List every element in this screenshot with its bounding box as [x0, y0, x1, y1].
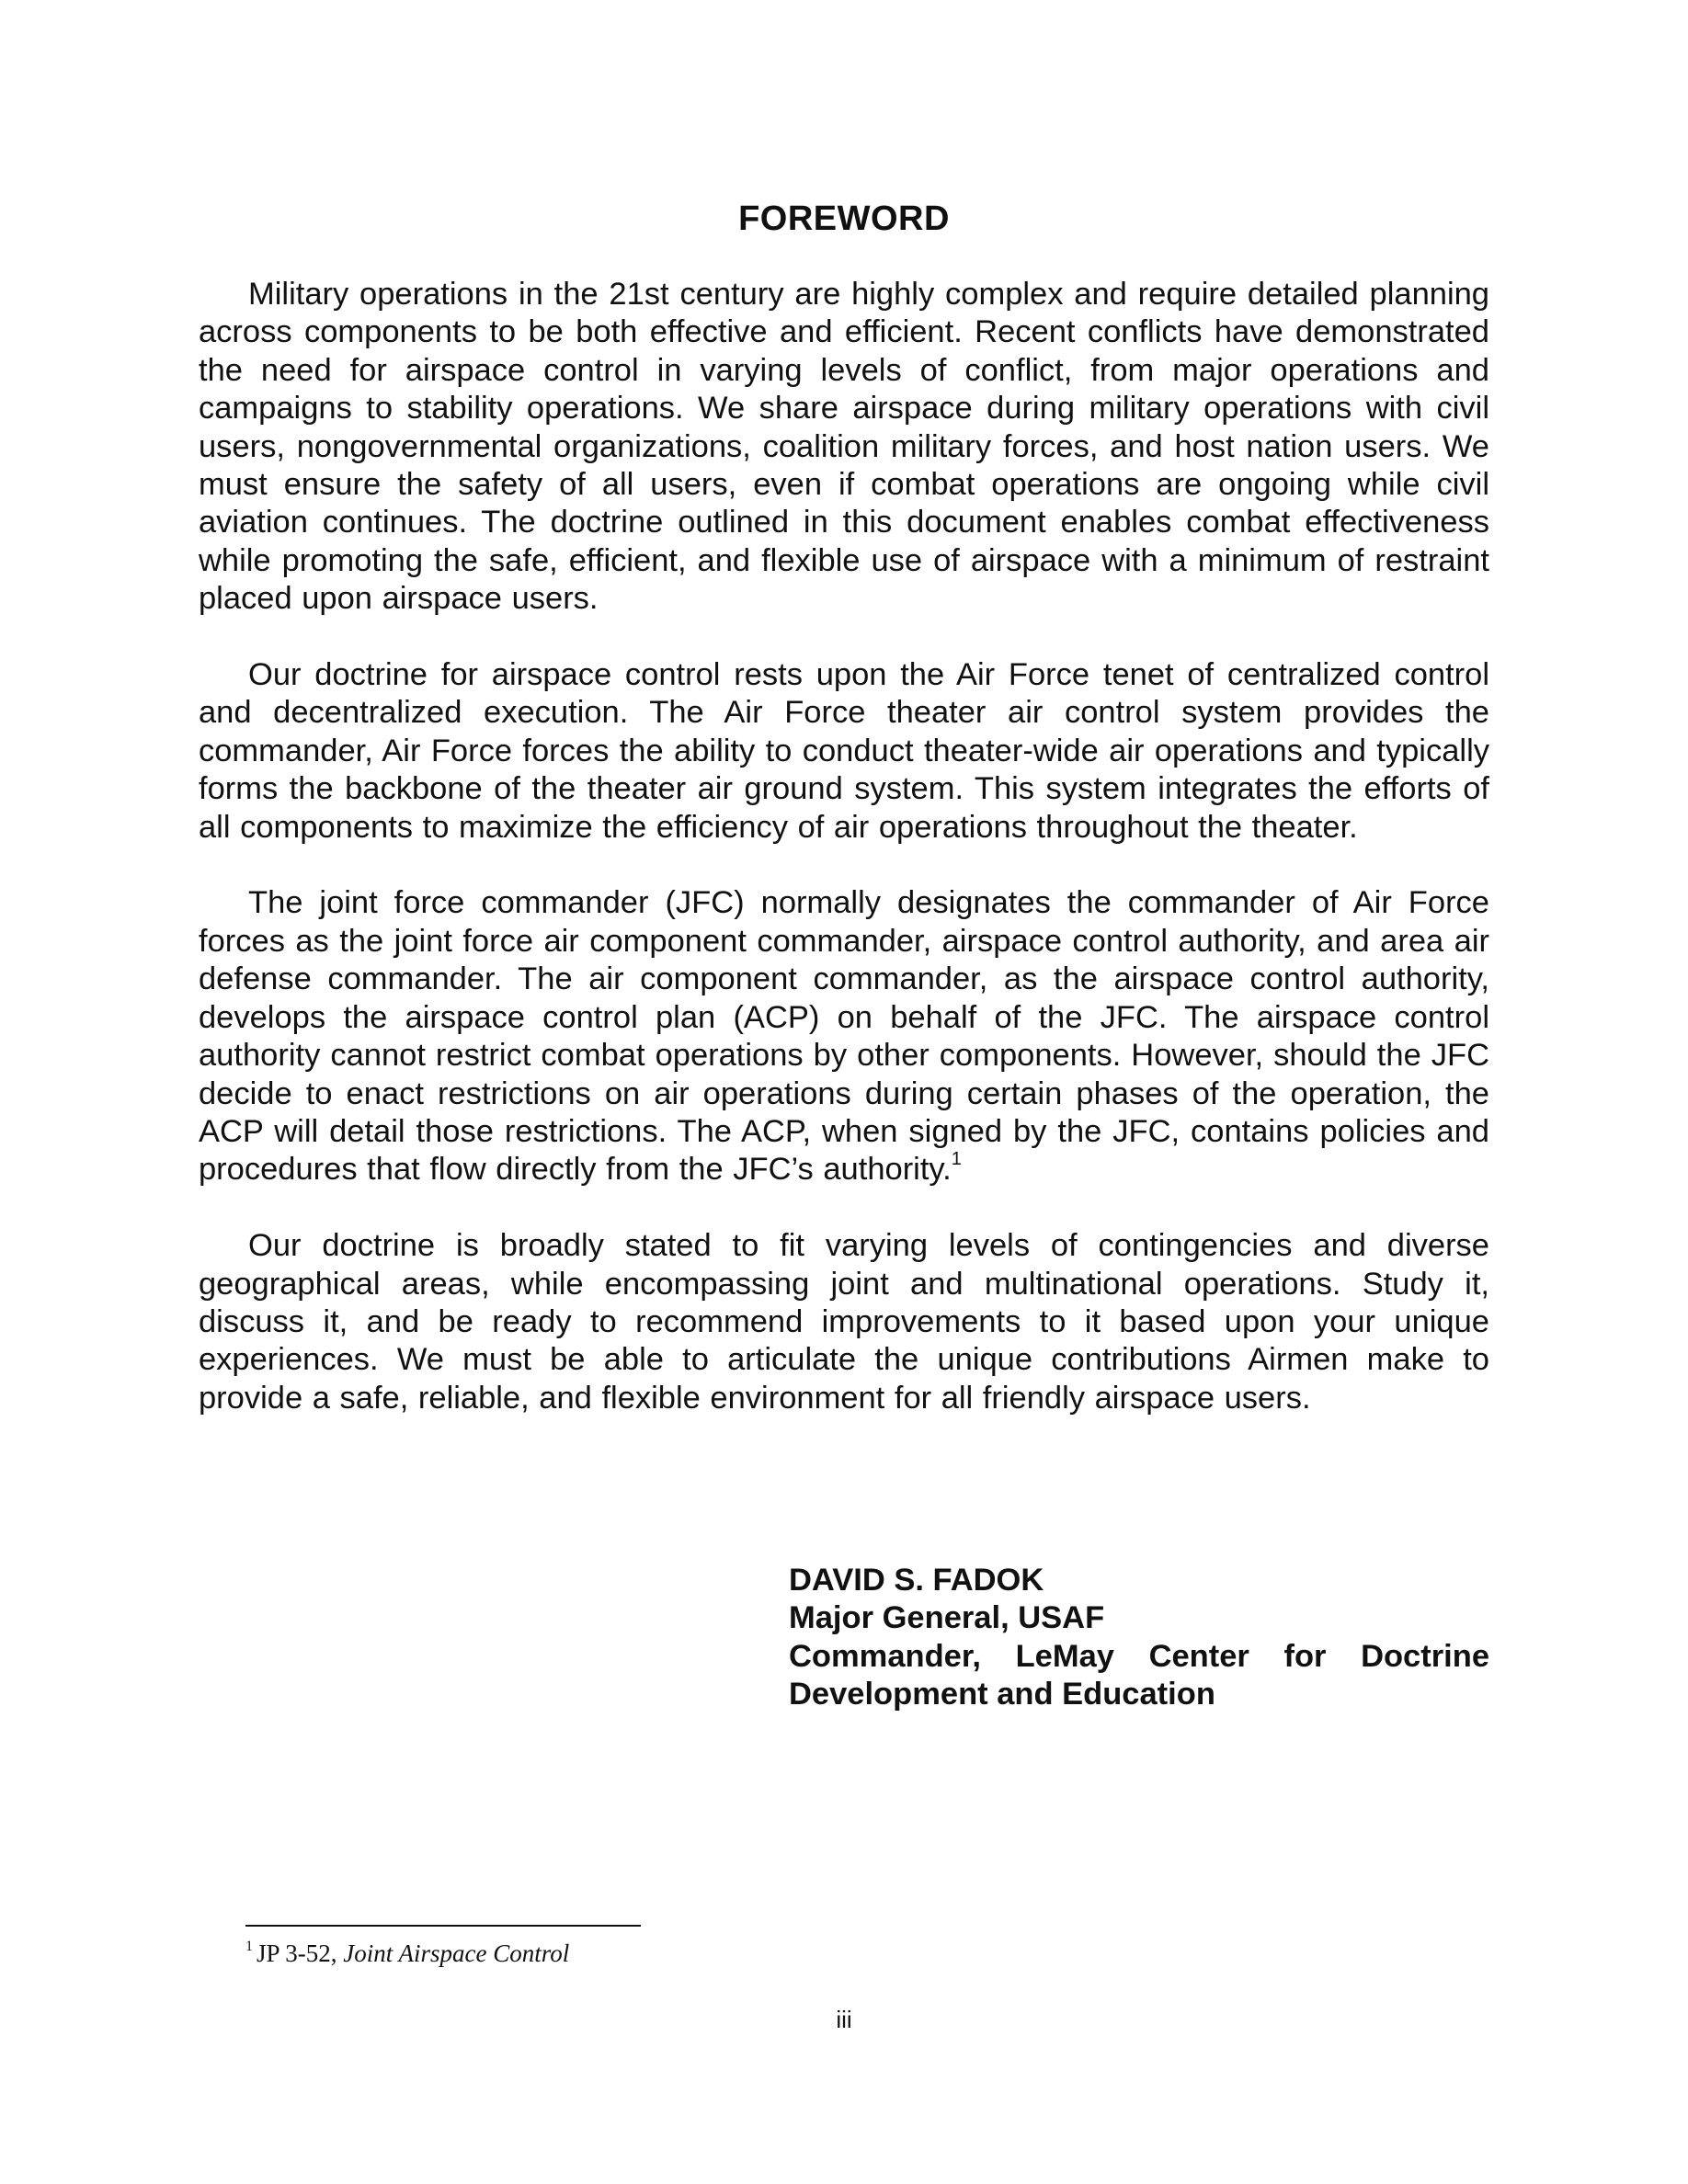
- footnote: [245, 1938, 569, 1969]
- footnote-separator: [245, 1925, 641, 1927]
- paragraph-4: Our doctrine is broadly stated to fit varying levels of contingencies and diverse geographical areas, while encompassing joint and multinational operations. Study it, discuss it, and be ready to recommend improvements to it based upon your unique experiences. We must be able to articulate the unique contributions Airmen make to provide a safe, reliable, and flexible environment for all friendly airspace users.: [199, 1228, 1489, 1416]
- paragraph-2: Our doctrine for airspace control rests upon the Air Force tenet of centralized control and decentralized execution. The Air Force theater air control system provides the commander, Air Force forces the ability to conduct theater-wide air operations and typically forms the backbone of the theater air ground system. This system integrates the efforts of all components to maximize the efficiency of air operations throughout the theater.: [199, 657, 1489, 845]
- signatory-name: DAVID S. FADOK: [789, 1563, 1044, 1598]
- signatory-position-line-2: Development and Education: [789, 1677, 1215, 1712]
- footnote-number: 1: [245, 1939, 253, 1954]
- paragraph-1: Military operations in the 21st century are highly complex and require detailed planning across components to be both effective and efficient. Recent conflicts have demonstrated the need for airspace control in varying levels of conflict, from major operations and campaigns to stability operations. We share airspace during military operations with civil users, nongovernmental organizations, coalition military forces, and host nation users. We must ensure the safety of all users, even if combat operations are ongoing while civil aviation continues. The doctrine outlined in this document enables combat effectiveness while promoting the safe, efficient, and flexible use of airspace with a minimum of restraint placed upon airspace users.: [199, 277, 1489, 617]
- footnote-prefix: JP 3-52,: [257, 1939, 344, 1967]
- footnote-reference: 1: [951, 1149, 962, 1170]
- paragraph-3-text: The joint force commander (JFC) normally designates the commander of Air Force forces as the joint force air component commander, airspace control authority, and area air defense commander. The air component commander, as the airspace control authority, develops the airspace control plan (ACP) on behalf of the JFC. The airspace control authority cannot restrict combat operations by other components. However, should the JFC decide to enact restrictions on air operations during certain phases of the operation, the ACP will detail those restrictions. The ACP, when signed by the JFC, contains policies and procedures that flow directly from the JFC’s authority.: [199, 885, 1489, 1188]
- footnote-title: Joint Airspace Control: [343, 1939, 570, 1967]
- page-title: FOREWORD: [738, 199, 950, 238]
- signatory-position-line-1: Commander, LeMay Center for Doctrine: [789, 1638, 1489, 1674]
- foreword-body: [199, 276, 1489, 1456]
- paragraph-3: [199, 884, 1489, 1189]
- signature-block: [789, 1562, 1489, 1714]
- page-number: iii: [836, 2006, 852, 2033]
- signatory-rank: Major General, USAF: [789, 1600, 1105, 1636]
